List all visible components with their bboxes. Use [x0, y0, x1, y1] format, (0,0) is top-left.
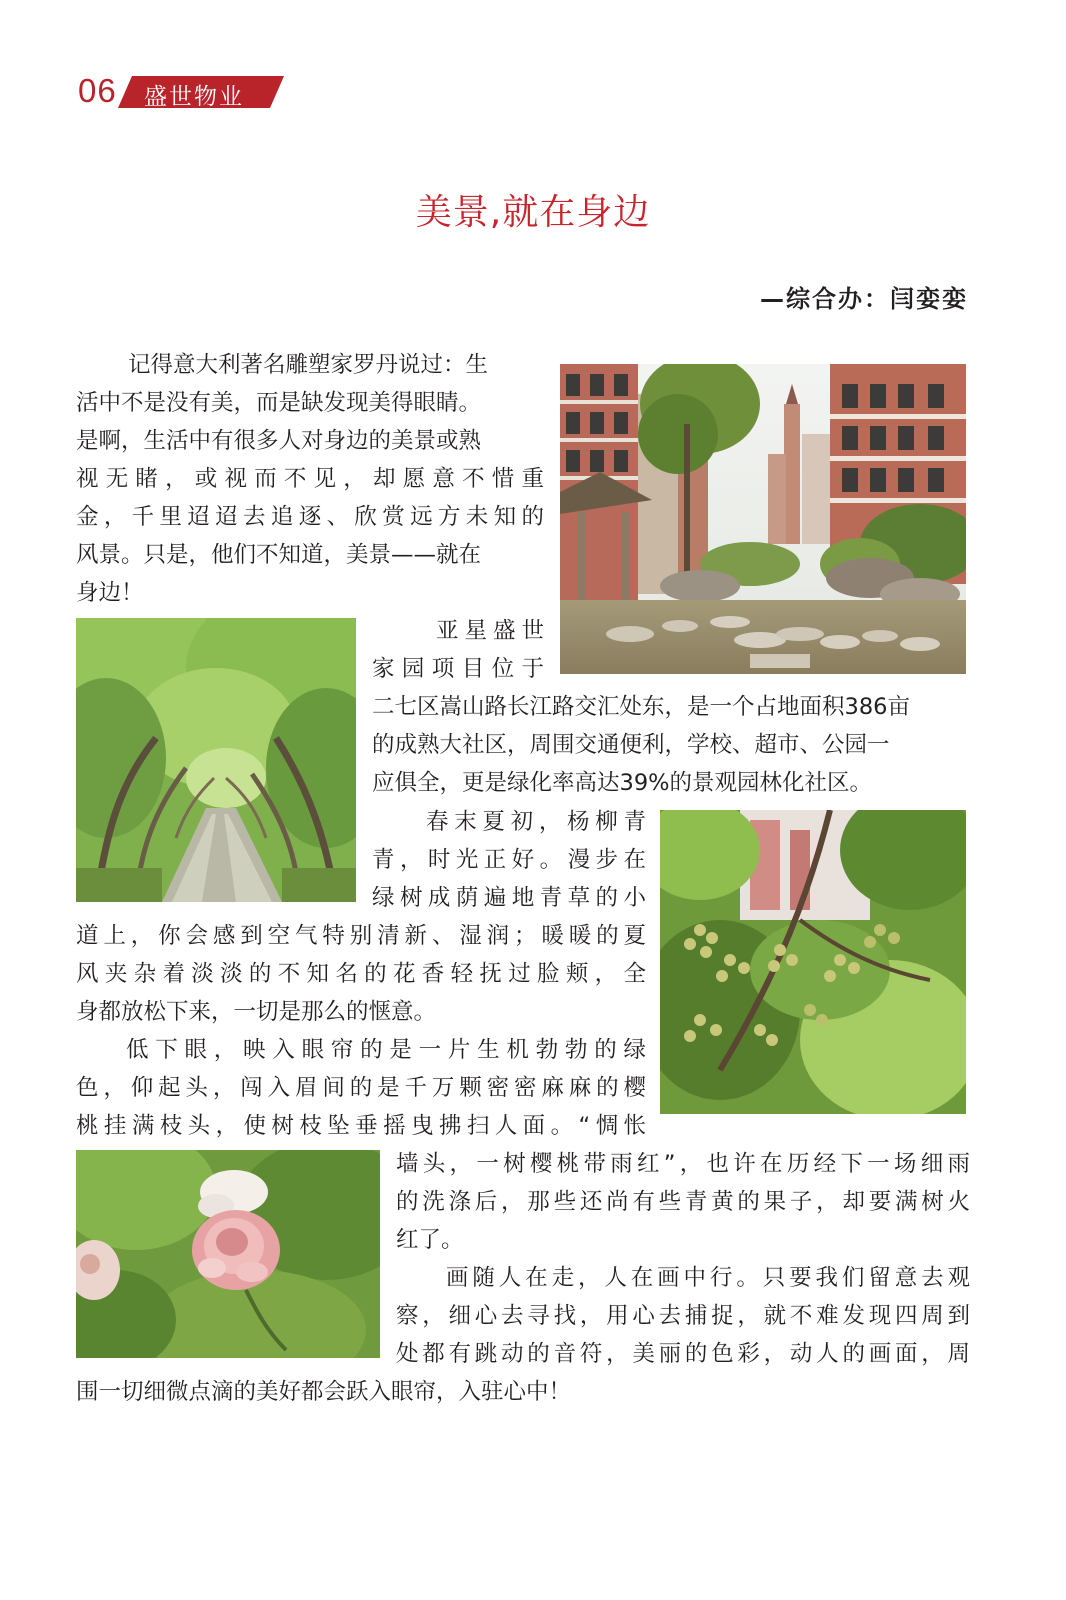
text-line: 低下眼，映入眼帘的是一片生机勃勃的绿 [126, 1037, 646, 1063]
text-line: 的成熟大社区，周围交通便利，学校、超市、公园一 [372, 732, 890, 758]
page-number: 06 [78, 72, 117, 109]
text-line: 风景。只是，他们不知道，美景——就在 [76, 542, 482, 568]
text-line: 绿树成荫遍地青草的小 [372, 885, 646, 911]
text-line: 处都有跳动的音符，美丽的色彩，动人的画面，周 [396, 1341, 970, 1367]
text-line: 视无睹，或视而不见，却愿意不惜重 [76, 466, 544, 492]
text-line: 身边！ [76, 580, 144, 606]
text-line: 春末夏初，杨柳青 [426, 809, 646, 835]
section-label: 盛世物业 [144, 84, 244, 110]
text-line: 身都放松下来，一切是那么的惬意。 [76, 999, 437, 1025]
tree-lined-path-photo [76, 618, 356, 902]
text-line: 应俱全，更是绿化率高达39%的景观园林化社区。 [372, 770, 873, 796]
text-line: 色，仰起头，闯入眉间的是千万颗密密麻麻的樱 [76, 1075, 646, 1101]
text-line: 道上，你会感到空气特别清新、湿润；暖暖的夏 [76, 923, 646, 949]
text-line: 记得意大利著名雕塑家罗丹说过：生 [128, 352, 489, 378]
text-line: 围一切细微点滴的美好都会跃入眼帘，入驻心中！ [76, 1379, 572, 1405]
text-line: 察，细心去寻找，用心去捕捉，就不难发现四周到 [396, 1303, 970, 1329]
text-line: 金，千里迢迢去追逐、欣赏远方未知的 [76, 504, 544, 530]
cherry-tree-photo [660, 810, 966, 1114]
rose-photo [76, 1150, 380, 1358]
text-line: 桃挂满枝头，使树枝坠垂摇曳拂扫人面。“惆怅 [76, 1113, 646, 1139]
text-line: 家园项目位于 [372, 656, 544, 682]
text-line: 风夹杂着淡淡的不知名的花香轻抚过脸颊，全 [76, 961, 646, 987]
text-line: 墙头，一树樱桃带雨红”，也许在历经下一场细雨 [396, 1151, 970, 1177]
text-line: 青，时光正好。漫步在 [372, 847, 646, 873]
residential-canal-photo [560, 364, 966, 674]
text-line: 二七区嵩山路长江路交汇处东，是一个占地面积386亩 [372, 694, 910, 720]
text-line: 的洗涤后，那些还尚有些青黄的果子，却要满树火 [396, 1189, 970, 1215]
article-title: 美景,就在身边 [415, 192, 651, 233]
article-author: —综合办：闫娈娈 [760, 285, 968, 313]
text-line: 亚星盛世 [436, 618, 544, 644]
text-line: 画随人在走，人在画中行。只要我们留意去观 [446, 1265, 970, 1291]
text-line: 是啊，生活中有很多人对身边的美景或熟 [76, 428, 482, 454]
text-line: 活中不是没有美，而是缺发现美得眼睛。 [76, 390, 482, 416]
text-line: 红了。 [396, 1227, 464, 1253]
